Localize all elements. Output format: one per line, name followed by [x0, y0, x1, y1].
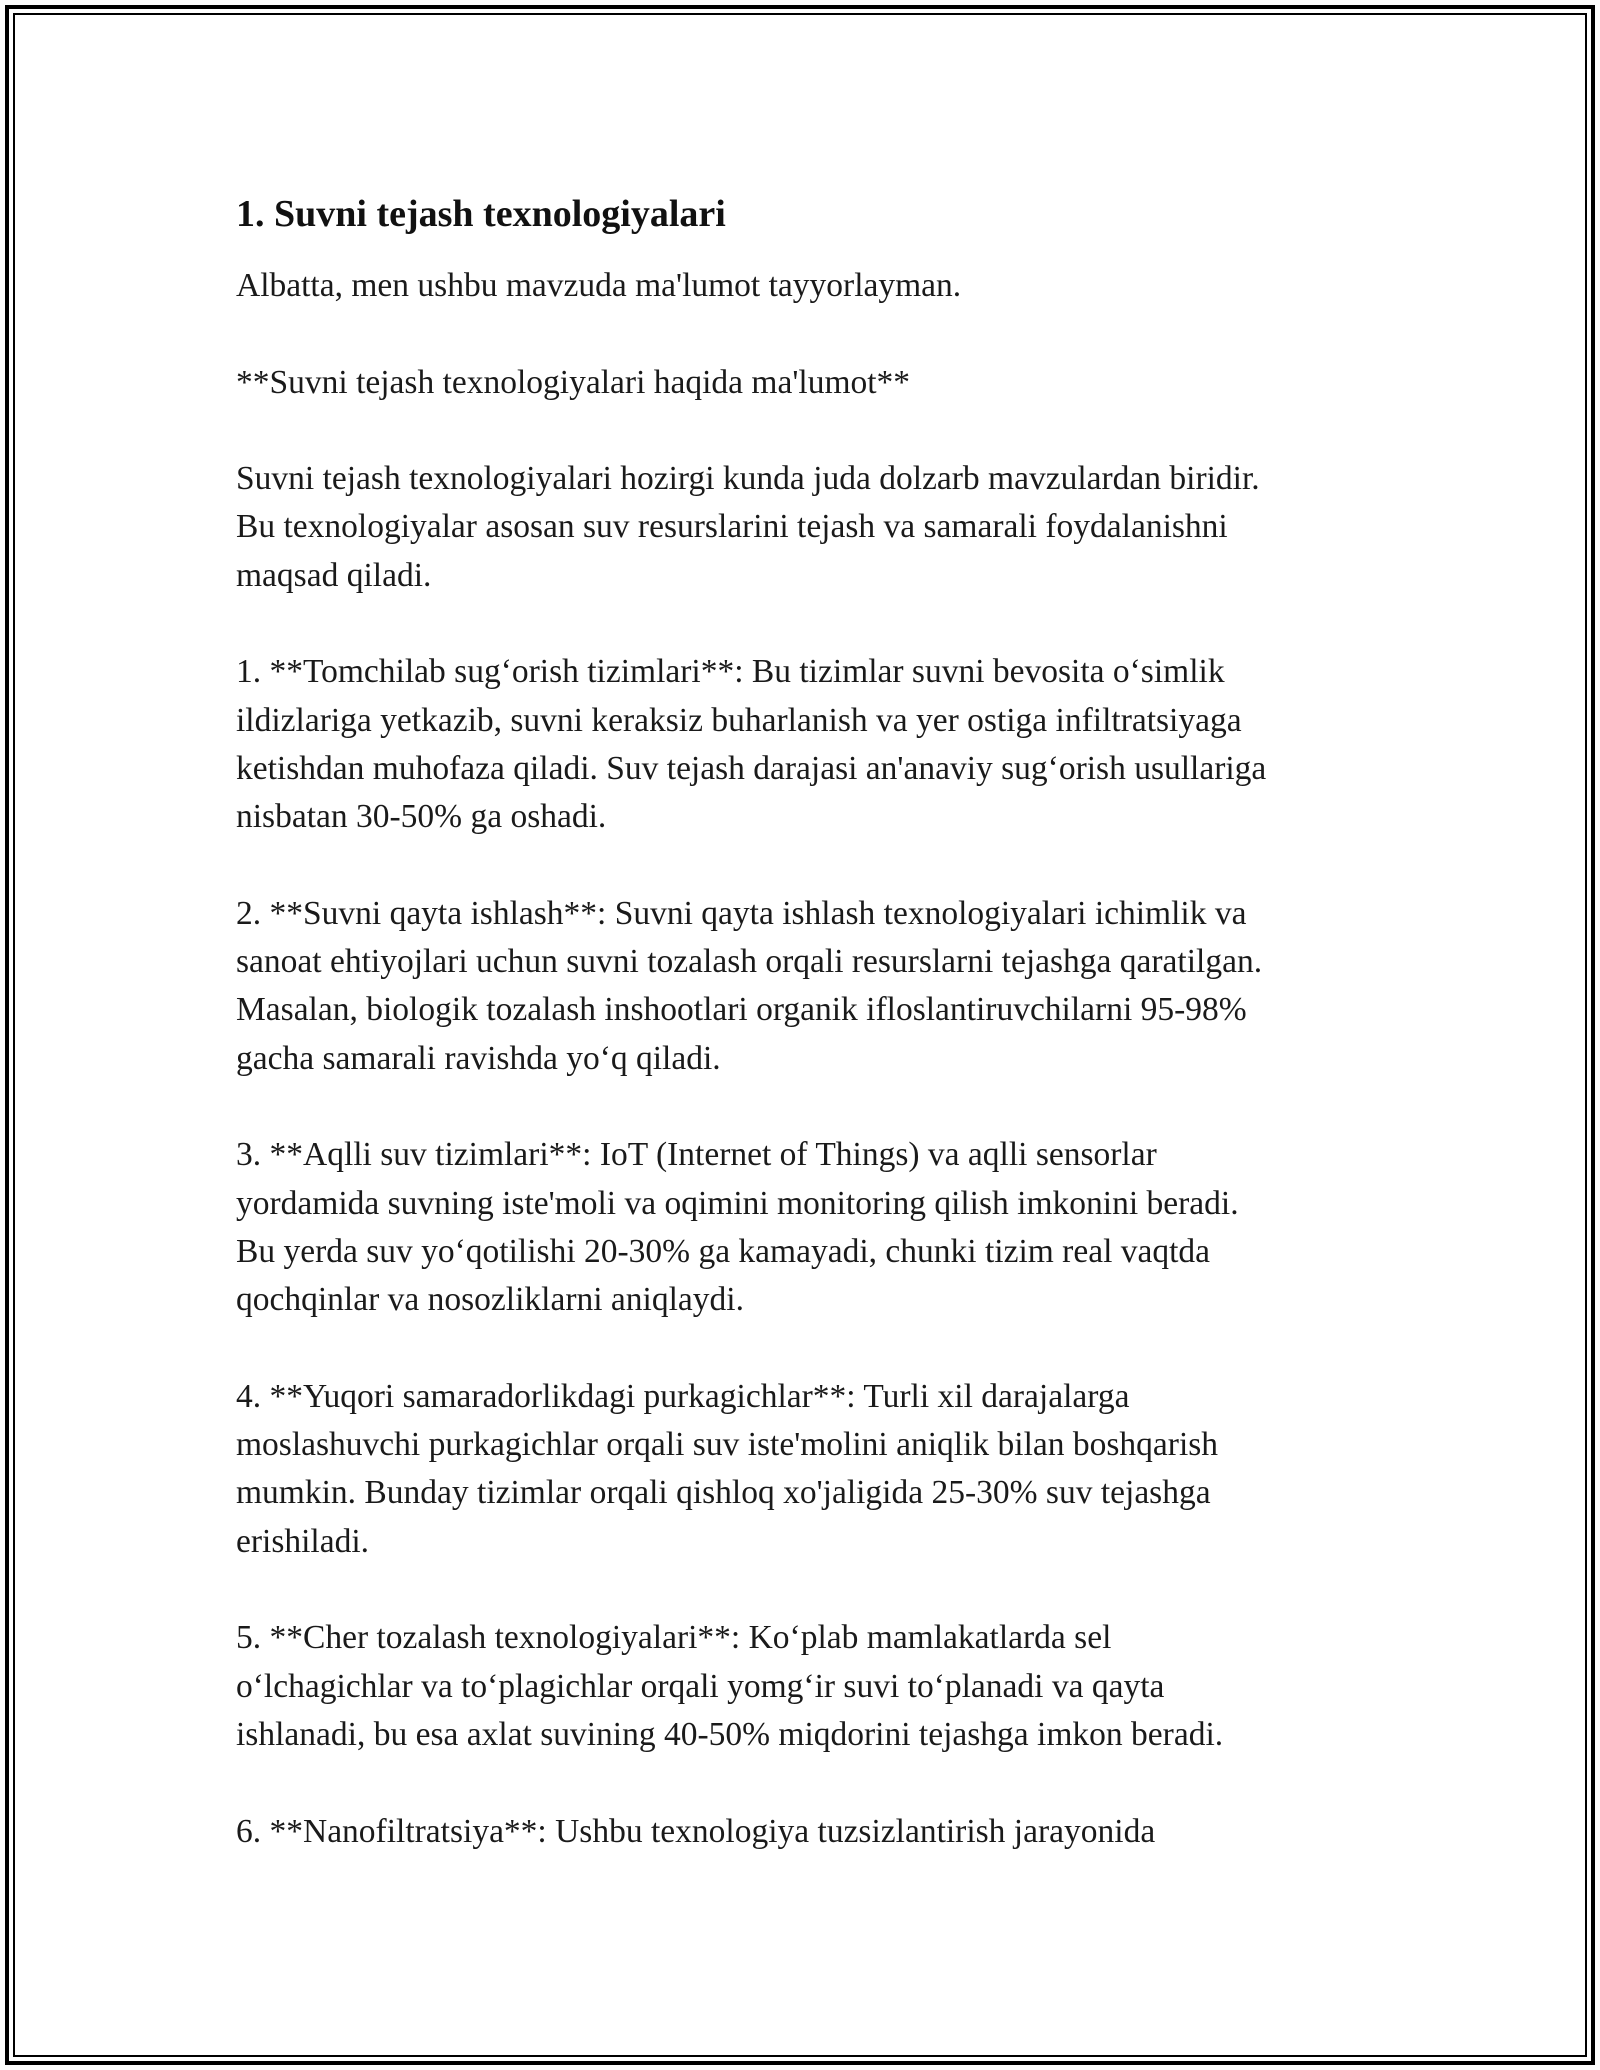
- overview-paragraph: Suvni tejash texnologiyalari hozirgi kunda juda dolzarb mavzulardan biridir. Bu texnologiyalar asosan suv resurslarini tejash va samarali foydalanishni maqsad qiladi.: [236, 460, 1260, 594]
- list-item-water-recycling: 2. **Suvni qayta ishlash**: Suvni qayta ishlash texnologiyalari ichimlik va sanoat ehtiyojlari uchun suvni tozalash orqali resurslarni tejashga qaratilgan. Masalan, biologik tozalash inshootlari organik ifloslantiruvchilarni 95-98% gacha samarali ravishda yo‘q qiladi.: [236, 894, 1263, 1077]
- list-item-nanofiltration: 6. **Nanofiltratsiya**: Ushbu texnologiya tuzsizlantirish jarayonida: [236, 1812, 1156, 1850]
- list-item-sprinklers: 4. **Yuqori samaradorlikdagi purkagichlar**: Turli xil darajalarga moslashuvchi purkagichlar orqali suv iste'molini aniqlik bilan boshqarish mumkin. Bunday tizimlar orqali qishloq xo'jaligida 25-30% suv tejashga erishiladi.: [236, 1377, 1219, 1560]
- intro-paragraph: Albatta, men ushbu mavzuda ma'lumot tayyorlayman.: [236, 267, 962, 304]
- list-item-drip-irrigation: 1. **Tomchilab sug‘orish tizimlari**: Bu tizimlar suvni bevosita o‘simlik ildizlariga yetkazib, suvni keraksiz buharlanish va yer ostiga infiltratsiyaga ketishdan muhofaza qiladi. Suv tejash darajasi an'anaviy sug‘orish usullariga nisbatan 30-50% ga oshadi.: [236, 653, 1267, 836]
- document-title: 1. Suvni tejash texnologiyalari: [236, 193, 726, 235]
- list-item-rainwater: 5. **Cher tozalash texnologiyalari**: Ko‘plab mamlakatlarda sel o‘lchagichlar va to‘plagichlar orqali yomg‘ir suvi to‘planadi va qayta ishlanadi, bu esa axlat suvining 40-50% miqdorini tejashga imkon beradi.: [236, 1619, 1224, 1753]
- section-heading-paragraph: **Suvni tejash texnologiyalari haqida ma'lumot**: [236, 363, 911, 401]
- document-body: [236, 186, 1386, 1856]
- list-item-smart-water: 3. **Aqlli suv tizimlari**: IoT (Internet of Things) va aqlli sensorlar yordamida suvning iste'moli va oqimini monitoring qilish imkonini beradi. Bu yerda suv yo‘qotilishi 20-30% ga kamayadi, chunki tizim real vaqtda qochqinlar va nosozliklarni aniqlaydi.: [236, 1136, 1239, 1319]
